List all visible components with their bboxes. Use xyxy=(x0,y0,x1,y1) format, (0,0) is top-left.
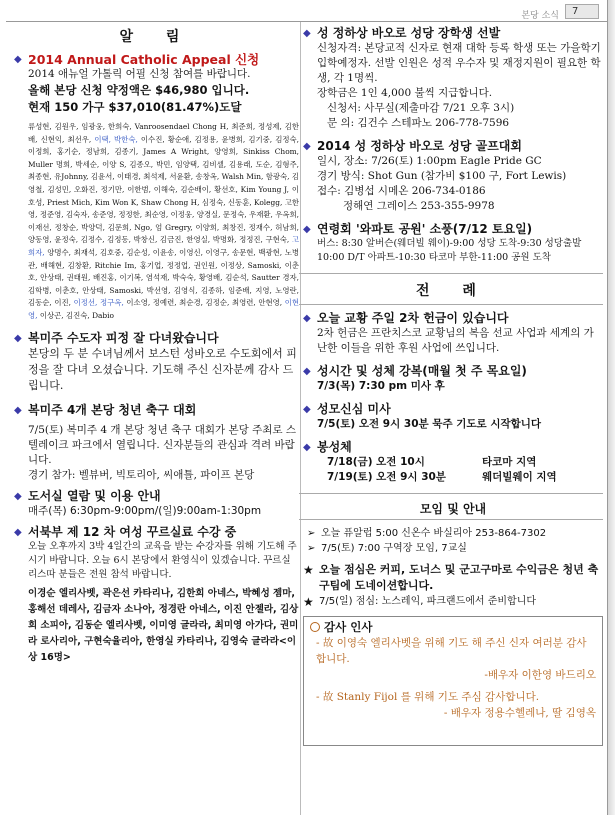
mass-title: 성모신심 미사 xyxy=(317,402,391,416)
page-number: 7 xyxy=(565,4,599,19)
star-icon: ★ xyxy=(303,563,314,577)
section-title-liturgy: 전 례 xyxy=(416,283,490,299)
star-icon: ★ xyxy=(303,595,314,609)
appeal-donor-list xyxy=(14,121,299,323)
donor-names: 류성현, 김원우, 임광웅, 한희숙, Vanroosendael Chong H, 최준희, 정성제, 김한배, 신현익, 최선우, xyxy=(28,122,299,144)
ring-bullet-icon xyxy=(310,622,320,632)
thanks-message1: - 故 이영숙 엘리사벳을 위해 기도 해 주신 신자 여러분 감사합니다. xyxy=(316,637,587,665)
diamond-bullet-icon: ◆ xyxy=(14,490,22,502)
meeting-text: 7/5(토) 7:00 구역장 모임, 7교실 xyxy=(321,543,467,554)
communion-date2: 7/19(토) 오전 9시 30분 xyxy=(327,471,446,483)
soccer-title: 복미주 4개 본당 청년 축구 대회 xyxy=(28,402,197,417)
scholarship-deadline: 신청서: 사무실(제출마감 7/21 오후 3시) xyxy=(327,102,515,114)
diamond-bullet-icon: ◆ xyxy=(303,224,311,235)
diamond-bullet-icon: ◆ xyxy=(14,54,22,65)
soccer-teams: 경기 참가: 벨뷰버, 빅토리아, 씨애틀, 파이프 본당 xyxy=(28,468,255,481)
arrow-right-icon: ➢ xyxy=(307,528,316,539)
appeal-line2: 올해 본당 신청 약정액은 $46,980 입니다. xyxy=(28,83,250,97)
diamond-bullet-icon: ◆ xyxy=(303,442,311,453)
donor-names: 이소영, 정예련, 최순경, 김정순, 최영련, 안현영, xyxy=(123,298,285,308)
cursillo-heading xyxy=(14,525,299,540)
lunch-text: 7/5(일) 점심: 노스레익, 파크랜드에서 준비합니다 xyxy=(319,596,537,607)
boston-body: 본당의 두 분 수녀님께서 보스턴 성바오로 수도회에서 피정을 잘 다녀 오셨습니다. 기도해 주신 신자분께 감사 드립니다. xyxy=(28,346,297,392)
soccer-body: 7/5(토) 복미주 4 개 본당 청년 축구 대회가 본당 주최로 스텔레이크 파크에서 열립니다. 신자분들의 관심과 격려 바랍니다. xyxy=(28,423,297,466)
column-divider xyxy=(300,22,301,815)
golf-line2: 경기 방식: Shot Gun (참가비 $100 구, Fort Lewis) xyxy=(317,170,567,182)
donor-names-highlight: 이정선, 정구옥, xyxy=(73,298,124,308)
cursillo-body: 오늘 오후까지 3박 4일간의 교육을 받는 수강자를 위해 기도해 주시기 바랍니다. 오늘 6시 본당에서 환영식이 있겠습니다. 꾸르실리스따 분들은 전원 참석 바랍니다. xyxy=(28,540,297,580)
communion-heading xyxy=(303,440,603,455)
thanks-box xyxy=(303,616,603,746)
communion-title: 봉성체 xyxy=(317,440,352,454)
meeting-item xyxy=(303,541,603,556)
appeal-line1: 2014 애뉴얼 가톨릭 어필 신청 참여를 바랍니다. xyxy=(28,68,251,80)
appeal-heading xyxy=(14,52,299,67)
cursillo-names: 이경순 엘리사벳, 곽은선 카타리나, 김한희 아네스, 박혜성 젬마, 홍해선 데레사, 김금자 소나아, 정경란 아네스, 이진 안젤라, 김상희 소피아, 김동순 엘리사벳, 이미영 글라라, 최미영 아가다, 권미라 로사리아, 구현숙율리아, 한영실 카타리나, 김영숙 글라라<이상 16명> xyxy=(28,587,299,663)
mass-heading xyxy=(303,402,603,417)
golf-line3: 접수: 김병섭 시메온 206-734-0186 xyxy=(317,185,486,197)
holy-hour-title: 성시간 및 성체 강복(매월 첫 주 목요일) xyxy=(317,364,527,378)
diamond-bullet-icon: ◆ xyxy=(14,332,22,344)
picnic-title: 연령회 '와파토 공원' 소풍(7/12 토요일) xyxy=(317,222,533,236)
communion-date1: 7/18(금) 오전 10시 xyxy=(327,456,425,468)
boston-heading xyxy=(14,331,299,346)
communion-area2: 웨더빌웨이 지역 xyxy=(482,471,557,483)
diamond-bullet-icon: ◆ xyxy=(303,313,311,324)
lunch-text: 오늘 점심은 커피, 도너스 및 군고구마로 수익금은 청년 축구팀에 도네이션합니다. xyxy=(319,563,599,592)
scholarship-heading xyxy=(303,26,603,41)
meeting-item xyxy=(303,526,603,541)
communion-area1: 타코마 지역 xyxy=(482,456,537,468)
communion-row2 xyxy=(303,470,603,485)
collection-heading xyxy=(303,311,603,326)
cursillo-title: 서북부 제 12 차 여성 꾸르실료 수강 중 xyxy=(28,524,237,539)
golf-line1: 일시, 장소: 7/26(토) 1:00pm Eagle Pride GC xyxy=(317,155,542,167)
page-header xyxy=(0,0,615,22)
donor-names: 양명수, 최재석, 김호중, 김순성, 이윤송, 이영신, 이영구, 송문현, 백광현, 노병관, 배해현, 김창환, Ritchie Im, 홍기업, 정정업, 권인원, 이정상, Samoski, 이춘호, 안상태, 권태원, 배진홍, 이기복, 염석재, 박숙숙, 황영배, 김순석, Sautter 경자, 김학병, 이춘호, 안상태, Samoski, 박선영, 김영식, 김종하, 임준배, 지영, 노영란, 김동순, 이진, xyxy=(28,247,299,308)
picnic-line1: 버스: 8:30 알버슨(웨더빌 웨이)-9:00 성당 도착-9:30 성당출발 xyxy=(317,238,582,249)
holy-hour-body: 7/3(목) 7:30 pm 미사 후 xyxy=(317,380,445,392)
diamond-bullet-icon: ◆ xyxy=(303,404,311,415)
section-title-meetings: 모임 및 안내 xyxy=(419,502,487,516)
donor-names: 이상곤, 김진숙, Dabio xyxy=(37,310,114,320)
golf-title: 2014 성 정하상 바오로 성당 골프대회 xyxy=(317,139,522,153)
donor-names: 이수진, 황순애, 김정용, 윤병희, 김기중, 김정숙, 이정희, 홍기순, 정남희, 김종기, James A Wright, 양영희, Sinkiss Chom, Muller 명희, 박세순, 이양 S, 김종오, 박민, 임양택, 김비셀, 김용래, 도순, 김형주, 최종현, 유Johnny, 김윤서, 이태경, 최석제, 서윤환, 송창옥, Walsh Min, 함광숙, 김영철, 김성민, 오화진, 정기만, 이한범, 이해숙, 김순배이, 황선호, Kim Young J, 이호성, Priest Mich, Kim Won K, Shaw Chong H, 심정숙, 신동훈, Kolegg, 고한영, 정준영, 김숙자, 송준영, 정정한, 최순영, 이정웅, 양경실, 문정숙, 우재환, 우옥희, 이재선, 정창순, 박양덕, 김문희, Ngo, 엄 Gregry, 이양희, 최창진, 정재수, 허남희, 양동영, 윤정숙, 김정수, 김정동, 박창신, 김금진, 한영실, 박명화, 정정진, 구현숙, xyxy=(28,134,299,245)
thanks-signature1: -배우자 이한영 바드리오 xyxy=(484,669,596,681)
library-hours: 매주(목) 6:30pm-9:00pm/(일)9:00am-1:30pm xyxy=(28,504,262,517)
diamond-bullet-icon: ◆ xyxy=(303,28,311,39)
collection-title: 오늘 교황 주일 2차 헌금이 있습니다 xyxy=(317,311,509,325)
golf-heading xyxy=(303,139,603,154)
golf-line4: 정해연 그레이스 253-355-9978 xyxy=(343,200,495,212)
collection-body: 2차 헌금은 프란치스코 교황님의 복음 선교 사업과 세계의 가난한 이들을 위한 후원 사업에 쓰입니다. xyxy=(317,327,594,354)
picnic-line2: 10:00 D/T 아파트-10:30 타코마 부한-11:00 공원 도착 xyxy=(317,252,551,263)
diamond-bullet-icon: ◆ xyxy=(14,526,22,538)
donor-names-highlight: 이택, 박한숙, xyxy=(94,134,138,144)
boston-title: 복미주 수도자 피정 잘 다녀왔습니다 xyxy=(28,330,219,345)
header-rule xyxy=(6,21,615,22)
appeal-line3: 현재 150 가구 $37,010(81.47%)도달 xyxy=(28,100,242,114)
lunch-item xyxy=(303,562,603,594)
library-title: 도서실 열람 및 이용 안내 xyxy=(28,488,161,503)
section-title-notices: 알 림 xyxy=(119,29,194,45)
mass-body: 7/5(토) 오전 9시 30분 묵주 기도로 시작합니다 xyxy=(317,418,542,430)
page-edge xyxy=(607,0,615,815)
section-rule xyxy=(299,519,603,520)
library-heading xyxy=(14,489,299,504)
donor-names-highlight: 이현영, xyxy=(28,298,299,320)
scholarship-body2: 장학금은 1인 4,000 불씩 지급합니다. xyxy=(317,87,493,99)
diamond-bullet-icon: ◆ xyxy=(303,141,311,152)
arrow-right-icon: ➢ xyxy=(307,543,316,554)
meeting-text: 오늘 퓨알럽 5:00 신온수 바실리아 253-864-7302 xyxy=(321,528,547,539)
section-rule xyxy=(299,273,603,274)
scholarship-title: 성 정하상 바오로 성당 장학생 선발 xyxy=(317,26,501,40)
thanks-message2: - 故 Stanly Fijol 를 위해 기도 주심 감사합니다. xyxy=(316,691,540,703)
left-column xyxy=(14,24,299,666)
thanks-signature2: - 배우자 정용수헬레나, 딸 김영옥 xyxy=(443,707,596,719)
scholarship-body1: 신청자격: 본당교적 신자로 현재 대학 등록 학생 또는 가을학기 입학예정자. 선발 인원은 성적 우수자 및 재정지원이 필요한 학생, 각 1명씩. xyxy=(317,42,601,84)
right-column xyxy=(303,24,603,746)
header-label: 본당 소식 xyxy=(521,11,559,21)
appeal-title: 2014 Annual Catholic Appeal 신청 xyxy=(28,52,260,67)
lunch-item xyxy=(303,594,603,610)
section-rule xyxy=(299,493,603,494)
scholarship-contact: 문 의: 김건수 스테파노 206-778-7596 xyxy=(327,117,510,129)
section-rule xyxy=(299,304,603,305)
donor-names-highlight: 고희자, xyxy=(28,235,299,257)
soccer-heading xyxy=(14,403,299,418)
holy-hour-heading xyxy=(303,364,603,379)
communion-row1 xyxy=(303,455,603,470)
diamond-bullet-icon: ◆ xyxy=(14,404,22,416)
diamond-bullet-icon: ◆ xyxy=(303,366,311,377)
picnic-heading xyxy=(303,222,603,237)
thanks-title: 감사 인사 xyxy=(324,620,373,634)
thanks-heading xyxy=(310,619,596,635)
